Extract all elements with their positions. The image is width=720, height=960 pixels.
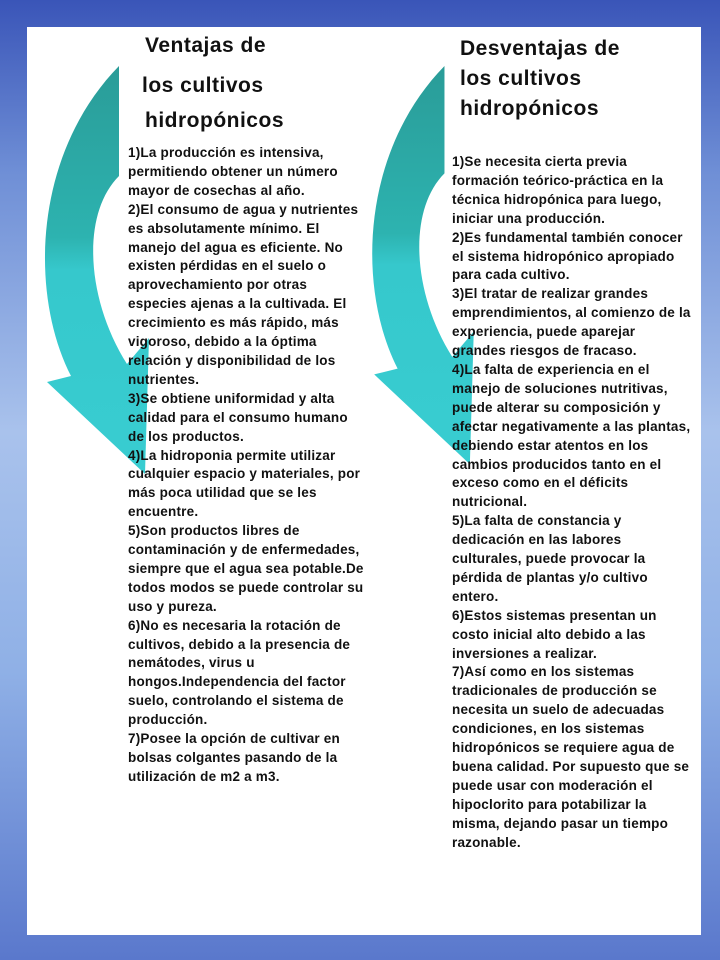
desventajas-title-line-3: hidropónicos bbox=[460, 97, 599, 120]
ventaja-item-5: 5)Son productos libres de contaminación y de enfermedades, siempre que el agua sea potable.De todos modos se puede controlar su uso y pureza. bbox=[128, 523, 364, 614]
ventajas-title-line-1: Ventajas de bbox=[145, 34, 267, 57]
desventaja-item-7: 7)Así como en los sistemas tradicionales de producción se necesita un suelo de adecuadas condiciones, en los sistemas hidropónicos se requiere agua de buena calidad. Por supuesto que se puede usar con moderación el hipoclorito para potabilizar la misma, dejando pasar un tiempo razonable. bbox=[452, 664, 690, 850]
ventaja-item-2: 2)El consumo de agua y nutrientes es absolutamente mínimo. El manejo del agua es eficiente. No existen pérdidas en el suelo o aprovechamiento por otras especies ajenas a la cultivada. El crecimiento es más rápido, más vigoroso, debido a la óptima relación y disponibilidad de los nutrientes. bbox=[128, 201, 359, 387]
desventajas-title-line-2: los cultivos bbox=[460, 67, 582, 90]
desventaja-item-6: 6)Estos sistemas presentan un costo inicial alto debido a las inversiones a realizar. bbox=[452, 607, 657, 661]
ventaja-item-4: 4)La hidroponia permite utilizar cualquier espacio y materiales, por más poca utilidad que se les encuentre. bbox=[128, 447, 361, 520]
desventaja-item-5: 5)La falta de constancia y dedicación en las labores culturales, puede provocar la pérdida de plantas y/o cultivo entero. bbox=[452, 513, 648, 604]
ventajas-list bbox=[128, 144, 364, 787]
desventajas-title-line-1: Desventajas de bbox=[460, 37, 620, 60]
desventajas-title bbox=[460, 34, 620, 124]
desventaja-item-2: 2)Es fundamental también conocer el sistema hidropónico apropiado para cada cultivo. bbox=[452, 229, 683, 283]
ventajas-title-line-3: hidropónicos bbox=[145, 109, 284, 132]
ventaja-item-1: 1)La producción es intensiva, permitiendo obtener un número mayor de cosechas al año. bbox=[128, 145, 338, 198]
ventaja-item-6: 6)No es necesaria la rotación de cultivos, debido a la presencia de nemátodes, virus u hongos.Independencia del factor suelo, controlando el sistema de producción. bbox=[128, 617, 351, 728]
slide-page bbox=[27, 27, 701, 935]
desventaja-item-1: 1)Se necesita cierta previa formación teórico-práctica en la técnica hidropónica para luego, iniciar una producción. bbox=[452, 154, 664, 226]
desventaja-item-3: 3)El tratar de realizar grandes emprendimientos, al comienzo de la experiencia, puede aparejar grandes riesgos de fracaso. bbox=[452, 286, 691, 359]
desventaja-item-4: 4)La falta de experiencia en el manejo de soluciones nutritivas, puede alterar su composición y afectar negativamente a las plantas, debiendo estar atentos en los cambios producidos tanto en el exceso como en el déficits nutricional. bbox=[452, 361, 691, 510]
ventaja-item-7: 7)Posee la opción de cultivar en bolsas colgantes pasando de la utilización de m2 a m3. bbox=[128, 731, 340, 784]
ventajas-title-line-2: los cultivos bbox=[142, 74, 264, 97]
desventajas-list bbox=[452, 153, 692, 853]
ventaja-item-3: 3)Se obtiene uniformidad y alta calidad para el consumo humano de los productos. bbox=[128, 390, 348, 444]
